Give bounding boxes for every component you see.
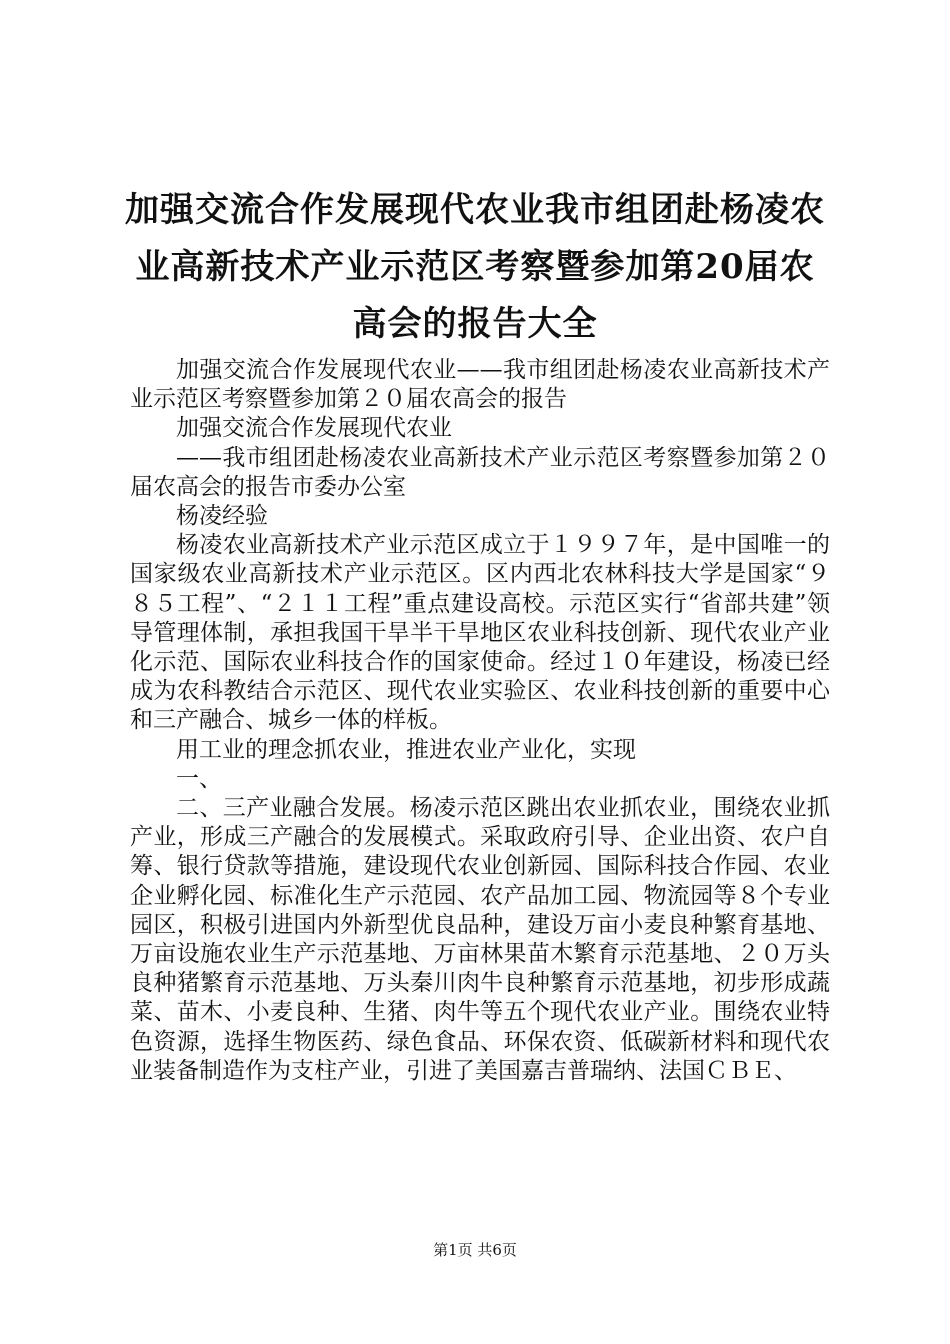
paragraph-report-title: 加强交流合作发展现代农业——我市组团赴杨凌农业高新技术产业示范区考察暨参加第２０届农高会的报告: [130, 357, 830, 413]
paragraph-heading: 加强交流合作发展现代农业: [176, 415, 452, 442]
paragraph-subheading: ——我市组团赴杨凌农业高新技术产业示范区考察暨参加第２０届农高会的报告市委办公室: [130, 444, 830, 500]
title-line-2: 业高新技术产业示范区考察暨参加第20届农: [135, 247, 815, 287]
paragraph-list-marker: 一、: [176, 765, 222, 792]
paragraph-section-yangling-experience: 杨凌经验: [176, 503, 268, 530]
paragraph-industry-integration: 二、三产业融合发展。杨凌示范区跳出农业抓农业，围绕农业抓产业，形成三产融合的发展模式。采取政府引导、企业出资、农户自筹、银行贷款等措施，建设现代农业创新园、国际科技合作园、农业企业孵化园、标准化生产示范园、农产品加工园、物流园等８个专业园区，积极引进国内外新型优良品种，建设万亩小麦良种繁育基地、万亩设施农业生产示范基地、万亩林果苗木繁育示范基地、２０万头良种猪繁育示范基地、万头秦川肉牛良种繁育示范基地，初步形成蔬菜、苗木、小麦良种、生猪、肉牛等五个现代农业产业。围绕农业特色资源，选择生物医药、绿色食品、环保农资、低碳新材料和现代农业装备制造作为支柱产业，引进了美国嘉吉普瑞纳、法国ＣＢＥ、: [130, 795, 830, 1084]
document-body: [130, 356, 830, 1086]
page-footer: 第1页 共6页: [433, 1241, 517, 1259]
paragraph-industrial-concept: 用工业的理念抓农业，推进农业产业化，实现: [176, 736, 636, 763]
title-line-1: 加强交流合作发展现代农业我市组团赴杨凌农: [125, 190, 825, 230]
document-title: [110, 182, 840, 353]
title-line-3: 高会的报告大全: [352, 304, 598, 344]
paragraph-intro: 杨凌农业高新技术产业示范区成立于１９９７年，是中国唯一的国家级农业高新技术产业示范区。区内西北农林科技大学是国家“９８５工程”、“２１１工程”重点建设高校。示范区实行“省部共建”领导管理体制，承担我国干旱半干旱地区农业科技创新、现代农业产业化示范、国际农业科技合作的国家使命。经过１０年建设，杨凌已经成为农科教结合示范区、现代农业实验区、农业科技创新的重要中心和三产融合、城乡一体的样板。: [130, 532, 830, 734]
